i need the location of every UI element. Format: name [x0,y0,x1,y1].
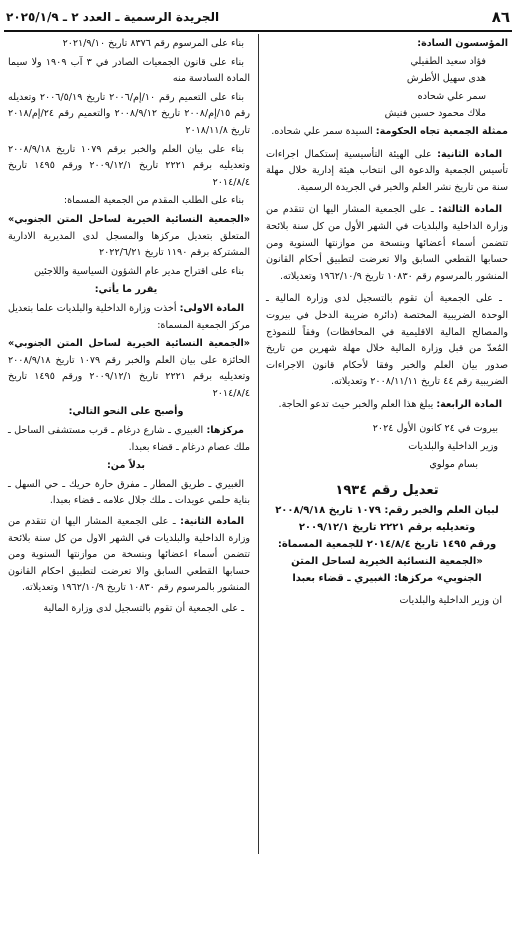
recital-3: بناء على التعميم رقم ١٠/إم/٢٠٠٦ تاريخ ٢٠٠٦/٥/١٩ وتعديله رقم ١٥/إم/٢٠٠٨ تاريخ ٢٠٠٨/٩/١٢ والتعميم رقم ٢٤/إم/٢٠١٨ تاريخ ٢٠١٨/١١/٨ [8,91,251,136]
recital-6-text: المتعلق بتعديل مركزها والمسجل لدى المديرية الادارية المشتركة برقم ١١٩٠ تاريخ ٢٠٢٢/٦/٢١ [8,230,250,259]
recital-7: بناء على اقتراح مدير عام الشؤون السياسية واللاجئين [33,265,244,277]
left-article-2 [8,514,250,597]
article-3-text: ـ على الجمعية المشار اليها ان تتقدم من وزارة الداخلية والبلديات في الشهر الأول من كل سنة بلائحة تتضمن أسماء أعضائها وبنسخة من موازنتها السنوية ومن حسابها القطعي السابق والا تعرضت لتطبيق أحكام القانون المنشور بالمرسوم رقم ١٠٨٣٠ تاريخ ١٩٦٢/١٠/٩ وتعديلاته. [266,204,508,282]
recital-6 [8,212,250,262]
left-article-1-cont [8,336,250,402]
signature-title: وزير الداخلية والبلديات [408,441,498,453]
amendment-line: لبيان العلم والخبر رقم: ١٠٧٩ تاريخ ٢٠٠٨/٩/١٨ [275,504,499,516]
left-article-2-label: المادة الثانية: [180,516,245,528]
association-name: «الجمعية النسائية الخيرية لساحل المتن الجنوبي» [8,338,250,350]
left-article-1-label: المادة الاولى: [179,302,244,314]
rep-text: السيدة سمر علي شحاده. [271,125,376,137]
column-divider [258,34,259,854]
founders-title: المؤسسون السادة: [417,38,508,49]
signature-name: بسام مولوي [429,458,478,470]
amendment-line: «الجمعية النسائية الخيرية لساحل المتن [291,555,483,567]
article-4-text: يبلغ هذا العلم والخبر حيث تدعو الحاجة. [278,398,437,410]
left-column [8,36,250,620]
signature-date: بيروت في ٢٤ كانون الأول ٢٠٢٤ [372,423,498,435]
amendment-line: وتعديليه برقم ٢٢٢١ تاريخ ٢٠٠٩/١٢/١ [298,521,476,533]
right-column [266,36,508,611]
recital-2: بناء على قانون الجمعيات الصادر في ٣ آب ١٩٠٩ ولا سيما المادة السادسة منه [8,56,250,85]
left-article-2-para2: ـ على الجمعية أن تقوم بالتسجيل لدى وزارة المالية [43,603,244,614]
gazette-title: الجريدة الرسمية ـ العدد ٢ ـ ٢٠٢٥/١/٩ [6,10,220,24]
left-article-1-text2: الحائزة على بيان العلم والخبر رقم ١٠٧٩ تاريخ ٢٠٠٨/٩/١٨ وتعديليه برقم ٢٢٢١ تاريخ ٢٠٠٩/١٢/١ ورقم ١٤٩٥ تاريخ ٢٠١٤/٨/٤ [8,354,250,399]
page-number: ٨٦ [491,8,510,26]
page-header [6,6,510,28]
hq-text: الغبيري ـ شارع درغام ـ قرب مستشفى الساحل ـ ملك عصام درغام ـ قضاء بعبدا. [8,425,250,453]
amendment-line: ورقم ١٤٩٥ تاريخ ٢٠١٤/٨/٤ للجمعية المسماة: [277,538,497,550]
article-2-text: على الهيئة التأسيسية إستكمال اجراءات تأسيس الجمعية والدعوة الى انتخاب هيئة إدارية خلال مهلة سنة من تاريخ نشر العلم والخبر في الجريدة الرسمية. [266,148,508,193]
article-3 [266,202,508,285]
closing-line: ان وزير الداخلية والبلديات [399,594,502,606]
recital-1: بناء على المرسوم رقم ٨٣٧٦ تاريخ ٢٠٢١/٩/١٠ [62,38,244,49]
new-headquarters [8,423,250,456]
association-name: «الجمعية النسائية الخيرية لساحل المتن الجنوبي» [8,213,250,225]
article-4-label: المادة الرابعة: [436,398,502,410]
government-representative [266,124,508,141]
recital-4: بناء على بيان العلم والخبر برقم ١٠٧٩ تاريخ ٢٠٠٨/٩/١٨ وتعديليه برقم ٢٢٢١ تاريخ ٢٠٠٩/١٢/١ ورقم ١٤٩٥ تاريخ ٢٠١٤/٨/٤ [8,143,250,188]
recital-5: بناء على الطلب المقدم من الجمعية المسماة: [63,195,244,207]
header-rule [4,30,512,32]
article-3-para2: ـ على الجمعية أن تقوم بالتسجيل لدى وزارة المالية ـ الوحدة الضريبية المختصة (دائرة ضريبة الدخل في بيروت والمصالح المالية الاقليمية في المحافظات) وفقاً للنموذج المُعدّ من قبل وزارة المالية خلال مهلة شهرين من تاريخ صدور بيان العلم والخبر وفقا لأحكام قانون الاجراءات الضريبية رقم ٤٤ تاريخ ٢٠٠٨/١١/١١ وتعديلاته. [266,293,508,388]
left-article-1 [8,301,250,334]
article-4 [266,397,508,414]
left-article-1-text: أخذت وزارة الداخلية والبلديات علما بتعديل مركز الجمعية المسماة: [8,302,250,331]
article-2-label: المادة الثانية: [437,148,502,160]
hq-label: مركزها: [206,425,244,437]
amendment-line: الجنوبي» مركزها: الغبيري ـ قضاء بعبدا [292,572,482,584]
rep-label: ممثلة الجمعية تجاه الحكومة: [375,125,508,137]
instead-line: بدلاً من: [106,460,146,472]
old-headquarters: الغبيري ـ طريق المطار ـ مفرق حارة حريك ـ حي السهل ـ بناية حلمي عويدات ـ ملك جلال علامه ـ قضاء بعبدا. [8,478,250,507]
left-article-2-text: ـ على الجمعية المشار اليها ان تتقدم من وزارة الداخلية والبلديات في الشهر الاول من كل سنة بلائحة تتضمن أسماء اعضائها وبنسخة من موازنتها السنوية ومن حسابها القطعي السابق والا تعرضت لتطبيق احكام القانون المنشور بالمرسوم رقم ١٠٨٣٠ تاريخ ١٩٦٢/١٠/٩ وتعديلاته. [8,516,250,594]
founder-item: فؤاد سعيد الطفيلي [410,55,486,67]
article-2 [266,147,508,197]
founder-item: سمر علي شحاده [417,90,486,102]
founder-item: هدى سهيل الأطرش [406,73,486,85]
became-line: وأصبح على النحو التالي: [68,406,184,418]
amendment-heading: تعديل رقم ١٩٣٤ [335,483,439,499]
founder-item: ملاك محمود حسين فنيش [384,108,486,120]
decision-line: يقرر ما يأتي: [94,284,158,296]
article-3-label: المادة الثالثة: [438,204,503,216]
